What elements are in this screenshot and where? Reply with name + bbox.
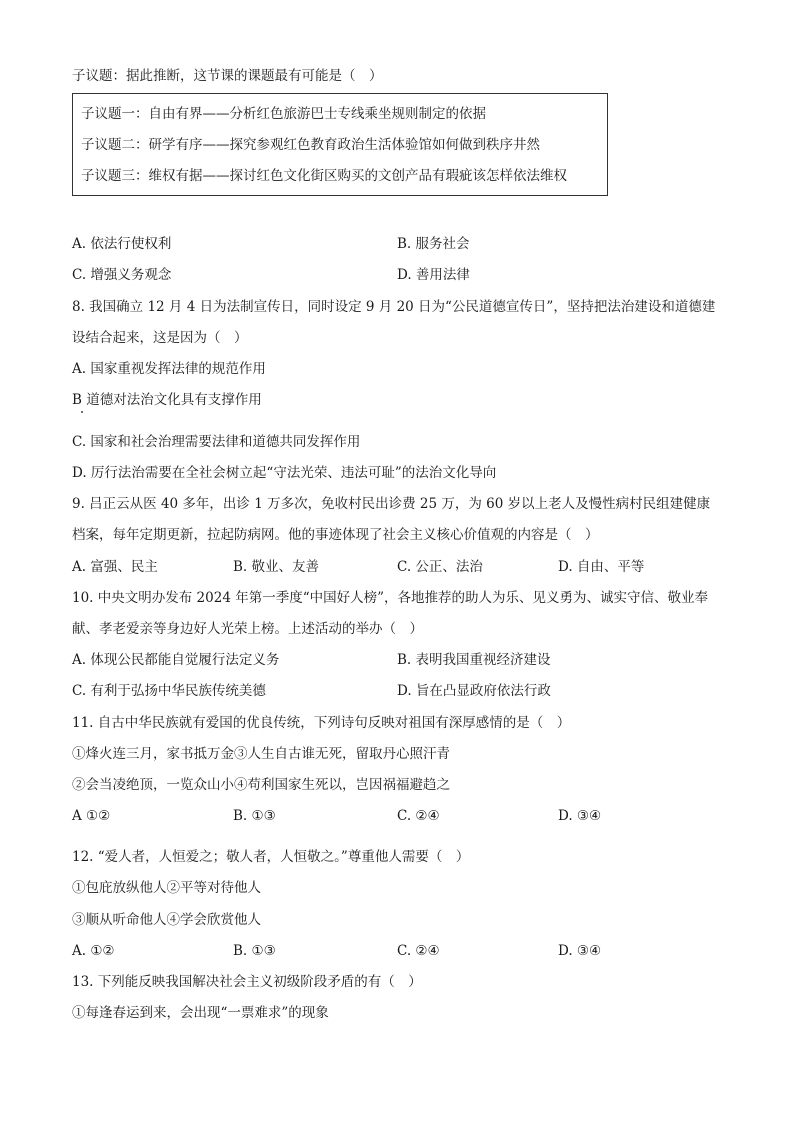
q10-option-b: B. 表明我国重视经济建设: [397, 652, 551, 668]
q8-option-d: D. 厉行法治需要在全社会树立起“守法光荣、违法可耻”的法治文化导向: [72, 465, 497, 481]
q8-option-b: B 道德对法治文化具有支撑作用: [72, 392, 262, 408]
q10-option-a: A. 体现公民都能自觉履行法定义务: [72, 652, 280, 668]
q11-option-a: A ①②: [72, 808, 111, 824]
q11-option-b: B. ①③: [233, 808, 276, 824]
q9-option-c: C. 公正、法治: [397, 559, 483, 575]
q8-option-c: C. 国家和社会治理需要法律和道德共同发挥作用: [72, 434, 361, 450]
sub-topic-2: 子议题二：研学有序——探究参观红色教育政治生活体验馆如何做到秩序井然: [81, 137, 540, 153]
q12-option-b: B. ①③: [233, 943, 276, 959]
q11-item-line-2: ②会当凌绝顶，一览众山小④苟利国家生死以，岂因祸福避趋之: [72, 777, 450, 793]
q11-item-line-1: ①烽火连三月，家书抵万金③人生自古谁无死，留取丹心照汗青: [72, 746, 450, 762]
q11-stem: 11. 自古中华民族就有爱国的优良传统，下列诗句反映对祖国有深厚感情的是（ ）: [72, 715, 571, 731]
q10-stem-line-1: 10. 中央文明办发布 2024 年第一季度“中国好人榜”，各地推荐的助人为乐、见义勇为、诚实守信、敬业奉: [72, 590, 709, 606]
sub-topic-box: [72, 93, 608, 196]
q9-option-d: D. 自由、平等: [558, 559, 645, 575]
q7-option-c: C. 增强义务观念: [72, 267, 172, 283]
q9-stem-line-2: 档案，每年定期更新，拉起防病网。他的事迹体现了社会主义核心价值观的内容是（ ）: [72, 527, 599, 543]
stray-dot: [81, 411, 83, 413]
q12-option-c: C. ②④: [397, 943, 440, 959]
q10-option-d: D. 旨在凸显政府依法行政: [397, 683, 551, 699]
q13-item-line-1: ①每逢春运到来，会出现“一票难求”的现象: [72, 1005, 329, 1021]
q7-option-d: D. 善用法律: [397, 267, 470, 283]
q8-stem-line-2: 设结合起来，这是因为（ ）: [72, 330, 248, 346]
sub-topic-1: 子议题一：自由有界——分析红色旅游巴士专线乘坐规则制定的依据: [81, 106, 486, 122]
q9-option-a: A. 富强、民主: [72, 559, 158, 575]
q12-option-d: D. ③④: [558, 943, 602, 959]
q10-option-c: C. 有利于弘扬中华民族传统美德: [72, 683, 266, 699]
q8-stem-line-1: 8. 我国确立 12 月 4 日为法制宣传日，同时设定 9 月 20 日为“公民道德宣传日”，坚持把法治建设和道德建: [72, 299, 716, 315]
q9-stem-line-1: 9. 吕正云从医 40 多年，出诊 1 万多次，免收村民出诊费 25 万，为 60 岁以上老人及慢性病村民组建健康: [72, 496, 711, 512]
q11-option-d: D. ③④: [558, 808, 602, 824]
q10-stem-line-2: 献、孝老爱亲等身边好人光荣上榜。上述活动的举办（ ）: [72, 621, 423, 637]
q12-item-line-1: ①包庇放纵他人②平等对待他人: [72, 880, 261, 896]
sub-topic-intro: 子议题：据此推断，这节课的课题最有可能是（ ）: [72, 68, 383, 84]
q7-option-b: B. 服务社会: [397, 236, 470, 252]
q12-stem: 12. “爱人者，人恒爱之；敬人者，人恒敬之。”尊重他人需要（ ）: [72, 849, 470, 865]
q8-option-a: A. 国家重视发挥法律的规范作用: [72, 361, 266, 377]
sub-topic-3: 子议题三：维权有据——探讨红色文化街区购买的文创产品有瑕疵该怎样依法维权: [81, 168, 567, 184]
q13-stem: 13. 下列能反映我国解决社会主义初级阶段矛盾的有（ ）: [72, 974, 422, 990]
q7-option-a: A. 依法行使权利: [72, 236, 172, 252]
q11-option-c: C. ②④: [397, 808, 440, 824]
q9-option-b: B. 敬业、友善: [233, 559, 320, 575]
q12-option-a: A. ①②: [72, 943, 115, 959]
q12-item-line-2: ③顺从听命他人④学会欣赏他人: [72, 912, 261, 928]
